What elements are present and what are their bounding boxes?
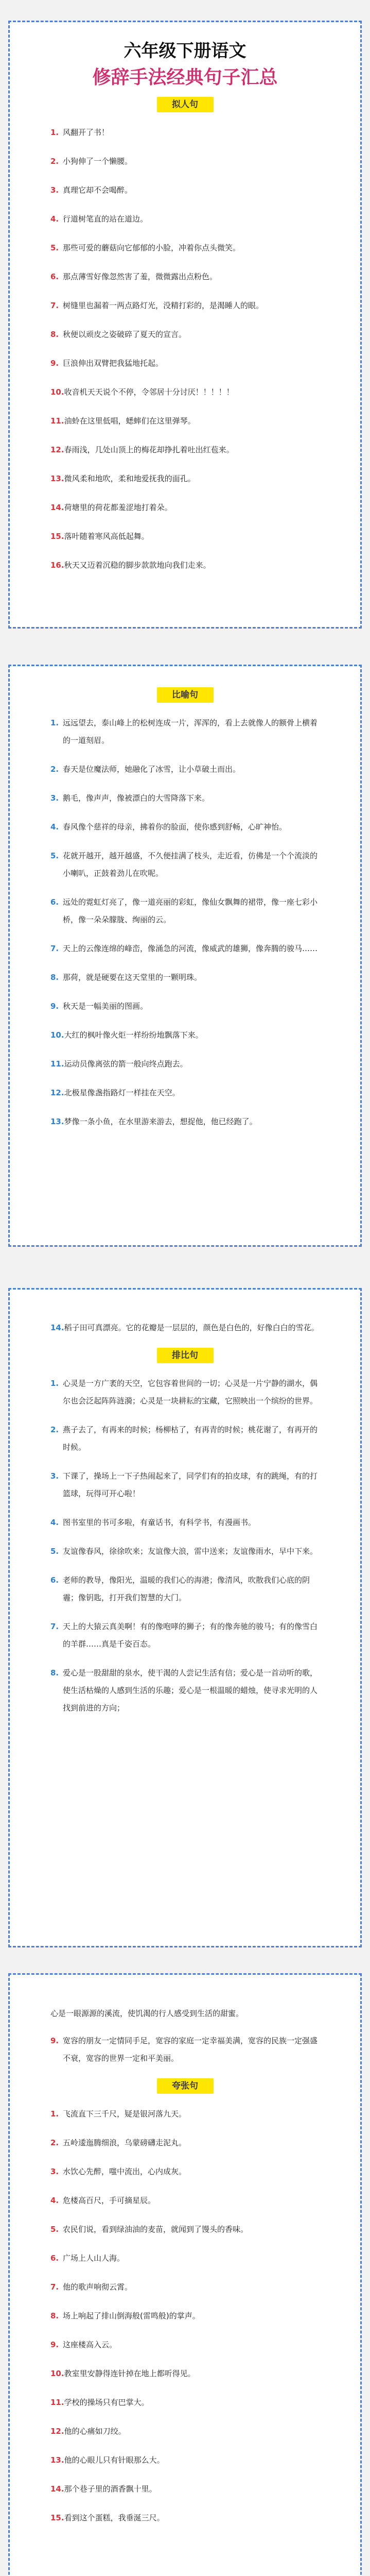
item-text: 他的心眼儿只有针眼那么大。	[64, 2455, 165, 2465]
list-item	[50, 470, 320, 487]
list-item	[50, 969, 320, 986]
list-item	[50, 2249, 320, 2267]
list-item	[50, 412, 320, 430]
section-label-metaphor: 比喻句	[157, 687, 214, 703]
item-text: 那些可爱的蘑菇向它郁郁的小脸，冲着你点头微笑。	[63, 243, 241, 252]
item-text: 下课了，操场上一下子热闹起来了，同学们有的拍皮球，有的跳绳，有的打篮球，玩得可开心啦！	[63, 1471, 318, 1498]
item-text: 梦像一条小鱼，在水里游来游去，想捉他，他已经跑了。	[64, 1117, 257, 1126]
item-text: 秋天又迈着沉稳的脚步款款地向我们走来。	[64, 561, 211, 570]
list-item	[50, 940, 320, 957]
item-text: 图书室里的书可多啦，有童话书，有科学书，有漫画书。	[63, 1518, 256, 1527]
list-item-continued: 心是一眼源源的溪流，使饥渴的行人感受到生活的甜蜜。	[50, 2009, 244, 2018]
item-text: 天上的云像连绵的峰峦，像涌急的河流，像威武的雄狮，像奔腾的骏马……	[63, 944, 318, 953]
item-text: 树缝里也漏着一两点路灯光，没精打彩的，是渴睡人的眼。	[63, 301, 264, 310]
item-number: 11.	[50, 416, 64, 426]
list-item	[50, 789, 320, 807]
item-text: 那荷，就是硬要在这天堂里的一颗明珠。	[63, 973, 202, 982]
list-metaphor	[50, 714, 320, 1130]
item-number: 14.	[50, 503, 64, 512]
list-item	[50, 2480, 320, 2498]
card-content	[26, 1973, 344, 2527]
item-text: 那个巷子里的酒香飘十里。	[64, 2484, 157, 2494]
item-text: 五岭逶迤腾细浪，乌蒙磅礴走泥丸。	[63, 2138, 187, 2147]
item-text: 落叶随着寒风高低起舞。	[64, 532, 149, 541]
card-personification	[0, 21, 370, 629]
list-item	[50, 2221, 320, 2238]
item-number: 10.	[50, 2369, 64, 2378]
item-number: 16.	[50, 561, 64, 570]
item-number: 10.	[50, 1030, 64, 1040]
list-item	[50, 2278, 320, 2296]
item-number: 15.	[50, 532, 64, 541]
item-text: 燕子去了，有再来的时候；杨柳枯了，有再青的时候；桃花谢了，有再开的时候。	[63, 1425, 318, 1452]
item-number: 9.	[50, 2340, 59, 2349]
item-text: 他的歌声响彻云霄。	[63, 2282, 133, 2292]
item-number: 9.	[50, 2036, 59, 2045]
list-metaphor-continued	[50, 1319, 320, 1336]
item-number: 9.	[50, 1002, 59, 1011]
list-item	[50, 847, 320, 882]
item-text: 大红的枫叶像火炬一样纷纷地飘落下来。	[64, 1030, 203, 1040]
card-content	[26, 21, 344, 574]
item-number: 2.	[50, 2138, 59, 2147]
card-parallelism	[0, 1288, 370, 1947]
item-text: 教室里安静得连针掉在地上都听得见。	[64, 2369, 196, 2378]
list-item	[50, 2336, 320, 2353]
list-item	[50, 1571, 320, 1606]
item-text: 场上响起了排山倒海般(雷鸣般)的掌声。	[63, 2311, 200, 2320]
item-text: 看到这个蛋糕，我垂涎三尺。	[64, 2513, 165, 2522]
page-subtitle: 修辞手法经典句子汇总	[92, 66, 278, 88]
item-text: 宽容的朋友一定情同手足，宽容的家庭一定幸福美满，宽容的民族一定强盛不衰，宽容的世界一定和平美丽。	[63, 2036, 318, 2063]
list-item	[50, 1421, 320, 1456]
item-text: 油蛉在这里低唱，蟋蟀们在这里弹琴。	[64, 416, 196, 426]
item-number: 15.	[50, 2513, 64, 2522]
item-text: 学校的操场只有巴掌大。	[64, 2398, 149, 2407]
list-item	[50, 714, 320, 749]
item-text: 花就开越开，越开越盛，不久便挂满了枝头，走近看，仿佛是一个个流淡的小喇叭，正鼓着劲儿在吹呢。	[63, 851, 318, 878]
item-number: 10.	[50, 387, 64, 397]
item-text: 飞流直下三千尺，疑是银河落九天。	[63, 2109, 187, 2119]
section-label-parallelism: 排比句	[157, 1348, 214, 1363]
item-number: 13.	[50, 474, 64, 483]
list-item	[50, 1055, 320, 1073]
list-item	[50, 556, 320, 574]
list-item	[50, 1618, 320, 1653]
list-item	[50, 818, 320, 836]
list-item	[50, 2451, 320, 2469]
list-item	[50, 1664, 320, 1717]
item-number: 1.	[50, 128, 59, 137]
item-number: 8.	[50, 973, 59, 982]
list-item	[50, 1113, 320, 1130]
item-number: 3.	[50, 793, 59, 803]
list-item	[50, 1319, 320, 1336]
list-item	[50, 2509, 320, 2527]
card-metaphor	[0, 665, 370, 1247]
item-number: 1.	[50, 718, 59, 727]
list-item	[50, 2163, 320, 2180]
list-item	[50, 2307, 320, 2325]
item-number: 4.	[50, 2196, 59, 2205]
list-item	[50, 2192, 320, 2209]
item-number: 8.	[50, 1668, 59, 1677]
item-number: 8.	[50, 2311, 59, 2320]
item-number: 7.	[50, 944, 59, 953]
list-item	[50, 441, 320, 459]
item-number: 6.	[50, 897, 59, 907]
item-text: 远处的霓虹灯亮了，像一道亮丽的彩虹，像仙女飘舞的裙带，像一座七彩小桥，像一朵朵朦胧、绚丽的云。	[63, 897, 318, 924]
item-number: 4.	[50, 822, 59, 832]
item-number: 11.	[50, 1059, 64, 1069]
item-text: 真理它却不会喝醉。	[63, 185, 133, 195]
item-text: 稻子田可真漂亮。它的花瓣是一层层的，颜色是白色的，好像白白的雪花。	[64, 1323, 319, 1332]
item-text: 鹅毛，像声声，像被漂白的大雪降落下来。	[63, 793, 210, 803]
list-item	[50, 152, 320, 170]
item-number: 13.	[50, 1117, 64, 1126]
item-text: 天上的大猿云真美啊！有的像咆哮的狮子；有的像奔驰的骏马；有的像雪白的羊群……真是千姿百态。	[63, 1622, 318, 1649]
item-text: 老师的教导，像阳光，温暖的我们心的海港；像清风，吹散我们心底的阴霾；像钥匙，打开我们智慧的大门。	[63, 1575, 310, 1602]
list-item	[50, 2134, 320, 2151]
list-item	[50, 2105, 320, 2123]
item-text: 那点薄雪好像忽然害了羞，微微露出点粉色。	[63, 272, 218, 281]
item-text: 广场上人山人海。	[63, 2253, 125, 2263]
item-number: 7.	[50, 301, 59, 310]
list-item	[50, 499, 320, 516]
list-item	[50, 2422, 320, 2440]
item-number: 8.	[50, 330, 59, 339]
item-text: 巨浪伸出双臂把我猛地托起。	[63, 359, 164, 368]
item-text: 北极星像盏指路灯一样挂在天空。	[64, 1088, 180, 1097]
item-number: 9.	[50, 359, 59, 368]
item-text: 危楼高百尺，手可摘星辰。	[63, 2196, 156, 2205]
item-number: 7.	[50, 1622, 59, 1631]
list-item	[50, 210, 320, 228]
item-text: 风翻开了书！	[63, 128, 110, 137]
list-item	[50, 181, 320, 199]
card-content	[26, 665, 344, 1130]
list-item	[50, 354, 320, 372]
list-hyperbole	[50, 2105, 320, 2527]
list-item	[50, 1375, 320, 1410]
list-item	[50, 1467, 320, 1502]
list-item	[50, 297, 320, 314]
list-item	[50, 760, 320, 778]
item-text: 水饮心先醉，嗤中流出，心内成灰。	[63, 2167, 187, 2176]
item-number: 3.	[50, 2167, 59, 2176]
list-item	[50, 2365, 320, 2382]
list-item	[50, 2394, 320, 2411]
item-number: 6.	[50, 2253, 59, 2263]
item-number: 2.	[50, 765, 59, 774]
item-number: 5.	[50, 2225, 59, 2234]
list-item	[50, 893, 320, 928]
list-item	[50, 997, 320, 1015]
list-item	[50, 1084, 320, 1101]
item-text: 春雨浅，几处山顶上的梅花却挣扎着吐出红苞来。	[64, 445, 234, 454]
item-number: 12.	[50, 2427, 64, 2436]
item-text: 他的心痛如刀绞。	[64, 2427, 126, 2436]
item-text: 收音机天天说个不停，令邻居十分讨厌！！！！！	[64, 387, 234, 397]
item-number: 4.	[50, 1518, 59, 1527]
item-number: 2.	[50, 157, 59, 166]
list-item	[50, 2032, 320, 2067]
item-text: 远远望去，泰山峰上的松树连成一片，浑浑的，看上去就像人的额骨上横着的一道刻眉。	[63, 718, 318, 745]
item-number: 2.	[50, 1425, 59, 1434]
list-item	[50, 1026, 320, 1044]
item-text: 春风像个慈祥的母亲，拂着你的脸面，使你感到舒畅，心旷神怡。	[63, 822, 287, 832]
item-text: 荷塘里的荷花都羞涩地打着朵。	[64, 503, 172, 512]
item-number: 4.	[50, 214, 59, 224]
list-item	[50, 124, 320, 141]
item-text: 爱心是一股甜甜的泉水，使干渴的人尝记生活有信；爱心是一首动听的歌，使生活枯燥的人感到生活的乐趣；爱心是一根温暖的蜡烛，使寻求光明的人找到前进的方向；	[63, 1668, 318, 1713]
list-item	[50, 268, 320, 285]
list-item	[50, 239, 320, 257]
item-text: 秋便以顽皮之姿破碎了夏天的宣言。	[63, 330, 187, 339]
list-item	[50, 326, 320, 343]
list-parallelism	[50, 1375, 320, 1717]
item-number: 14.	[50, 2484, 64, 2494]
item-number: 5.	[50, 851, 59, 860]
list-parallelism-continued	[50, 2004, 320, 2067]
item-number: 11.	[50, 2398, 64, 2407]
item-text: 行道树笔直的站在道边。	[63, 214, 148, 224]
item-number: 13.	[50, 2455, 64, 2465]
list-personification	[50, 124, 320, 574]
item-number: 3.	[50, 185, 59, 195]
item-number: 5.	[50, 1547, 59, 1556]
item-number: 12.	[50, 1088, 64, 1097]
list-item	[50, 1514, 320, 1531]
card-content	[26, 1288, 344, 1717]
item-number: 7.	[50, 2282, 59, 2292]
item-text: 微风柔和地吹，柔和地爱抚我的面孔。	[64, 474, 196, 483]
item-text: 农民们说，看到绿油油的麦苗，就闻到了馒头的香味。	[63, 2225, 249, 2234]
item-number: 14.	[50, 1323, 64, 1332]
item-number: 3.	[50, 1471, 59, 1481]
item-number: 1.	[50, 2109, 59, 2119]
item-number: 5.	[50, 243, 59, 252]
page-title: 六年级下册语文	[124, 41, 246, 61]
item-text: 友谊像春风，徐徐吹来；友谊像大浪，雷中送来；友谊像雨水，早中下来。	[63, 1547, 318, 1556]
section-label-hyperbole: 夸张句	[157, 2078, 214, 2094]
item-text: 运动员像离弦的箭一般向终点跑去。	[64, 1059, 188, 1069]
list-item	[50, 1543, 320, 1560]
item-text: 秋天是一幅美丽的图画。	[63, 1002, 148, 1011]
item-number: 6.	[50, 272, 59, 281]
section-label-personification: 拟人句	[157, 97, 214, 112]
list-item	[50, 383, 320, 401]
item-text: 春天是位魔法师，她融化了冰雪，让小草破土而出。	[63, 765, 241, 774]
item-text: 心灵是一方广袤的天空，它包容着世间的一切；心灵是一片宁静的湖水，偶尔也会泛起阵阵涟漪；心灵是一块耕耘的宝藏，它照映出一个缤纷的世界。	[63, 1379, 318, 1405]
item-text: 小狗伸了一个懒腰。	[63, 157, 133, 166]
list-item	[50, 528, 320, 545]
item-number: 12.	[50, 445, 64, 454]
item-number: 1.	[50, 1379, 59, 1388]
card-hyperbole	[0, 1973, 370, 2576]
item-number: 6.	[50, 1575, 59, 1585]
item-text: 这座楼高入云。	[63, 2340, 117, 2349]
